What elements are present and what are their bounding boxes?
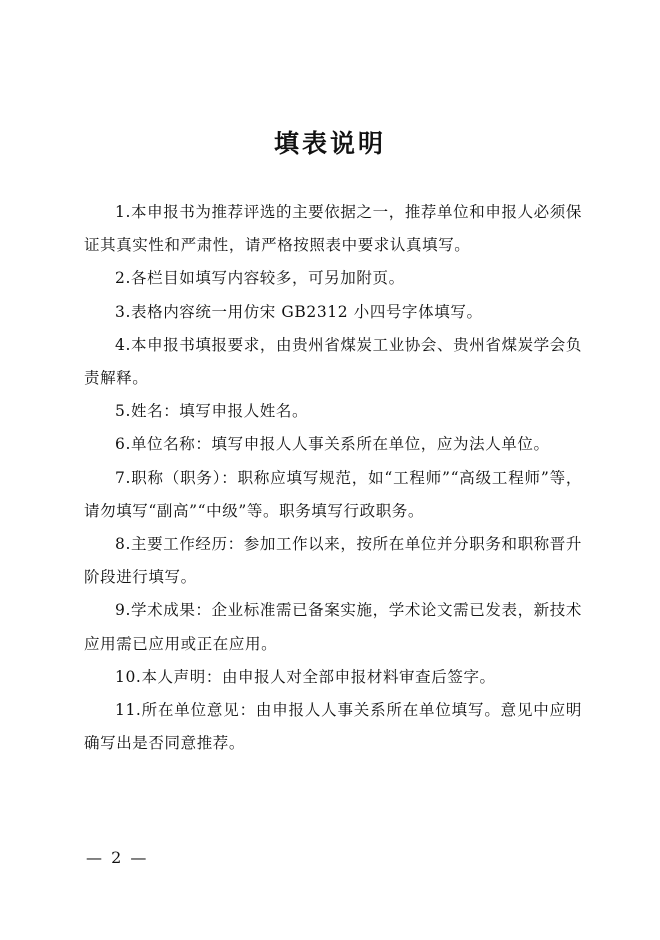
instruction-item-6: 6.单位名称：填写申报人人事关系所在单位，应为法人单位。	[115, 435, 550, 454]
page-title: 填表说明	[273, 129, 386, 158]
page-number: — 2 —	[86, 848, 149, 867]
instruction-item-7: 7.职称（职务）：职称应填写规范，如“工程师”“高级工程师”等，请勿填写“副高”“中级”等。职务填写行政职务。	[84, 468, 582, 520]
instruction-item-4: 4.本申报书填报要求，由贵州省煤炭工业协会、贵州省煤炭学会负责解释。	[84, 335, 582, 388]
instruction-item-10: 10.本人声明：由申报人对全部申报材料审查后签字。	[115, 667, 496, 686]
instruction-item-2: 2.各栏目如填写内容较多，可另加附页。	[115, 269, 405, 288]
instruction-item-5: 5.姓名：填写申报人姓名。	[115, 402, 309, 421]
instruction-item-9: 9.学术成果：企业标准需已备案实施，学术论文需已发表，新技术应用需已应用或正在应用。	[84, 601, 582, 653]
instruction-item-1: 1.本申报书为推荐评选的主要依据之一，推荐单位和申报人必须保证其真实性和严肃性，请严格按照表中要求认真填写。	[84, 203, 582, 255]
instruction-item-11: 11.所在单位意见：由申报人人事关系所在单位填写。意见中应明确写出是否同意推荐。	[84, 701, 582, 753]
instruction-item-3: 3.表格内容统一用仿宋 GB2312 小四号字体填写。	[115, 302, 483, 321]
instruction-item-8: 8.主要工作经历：参加工作以来，按所在单位并分职务和职称晋升阶段进行填写。	[84, 535, 582, 587]
instructions-list	[84, 196, 582, 760]
